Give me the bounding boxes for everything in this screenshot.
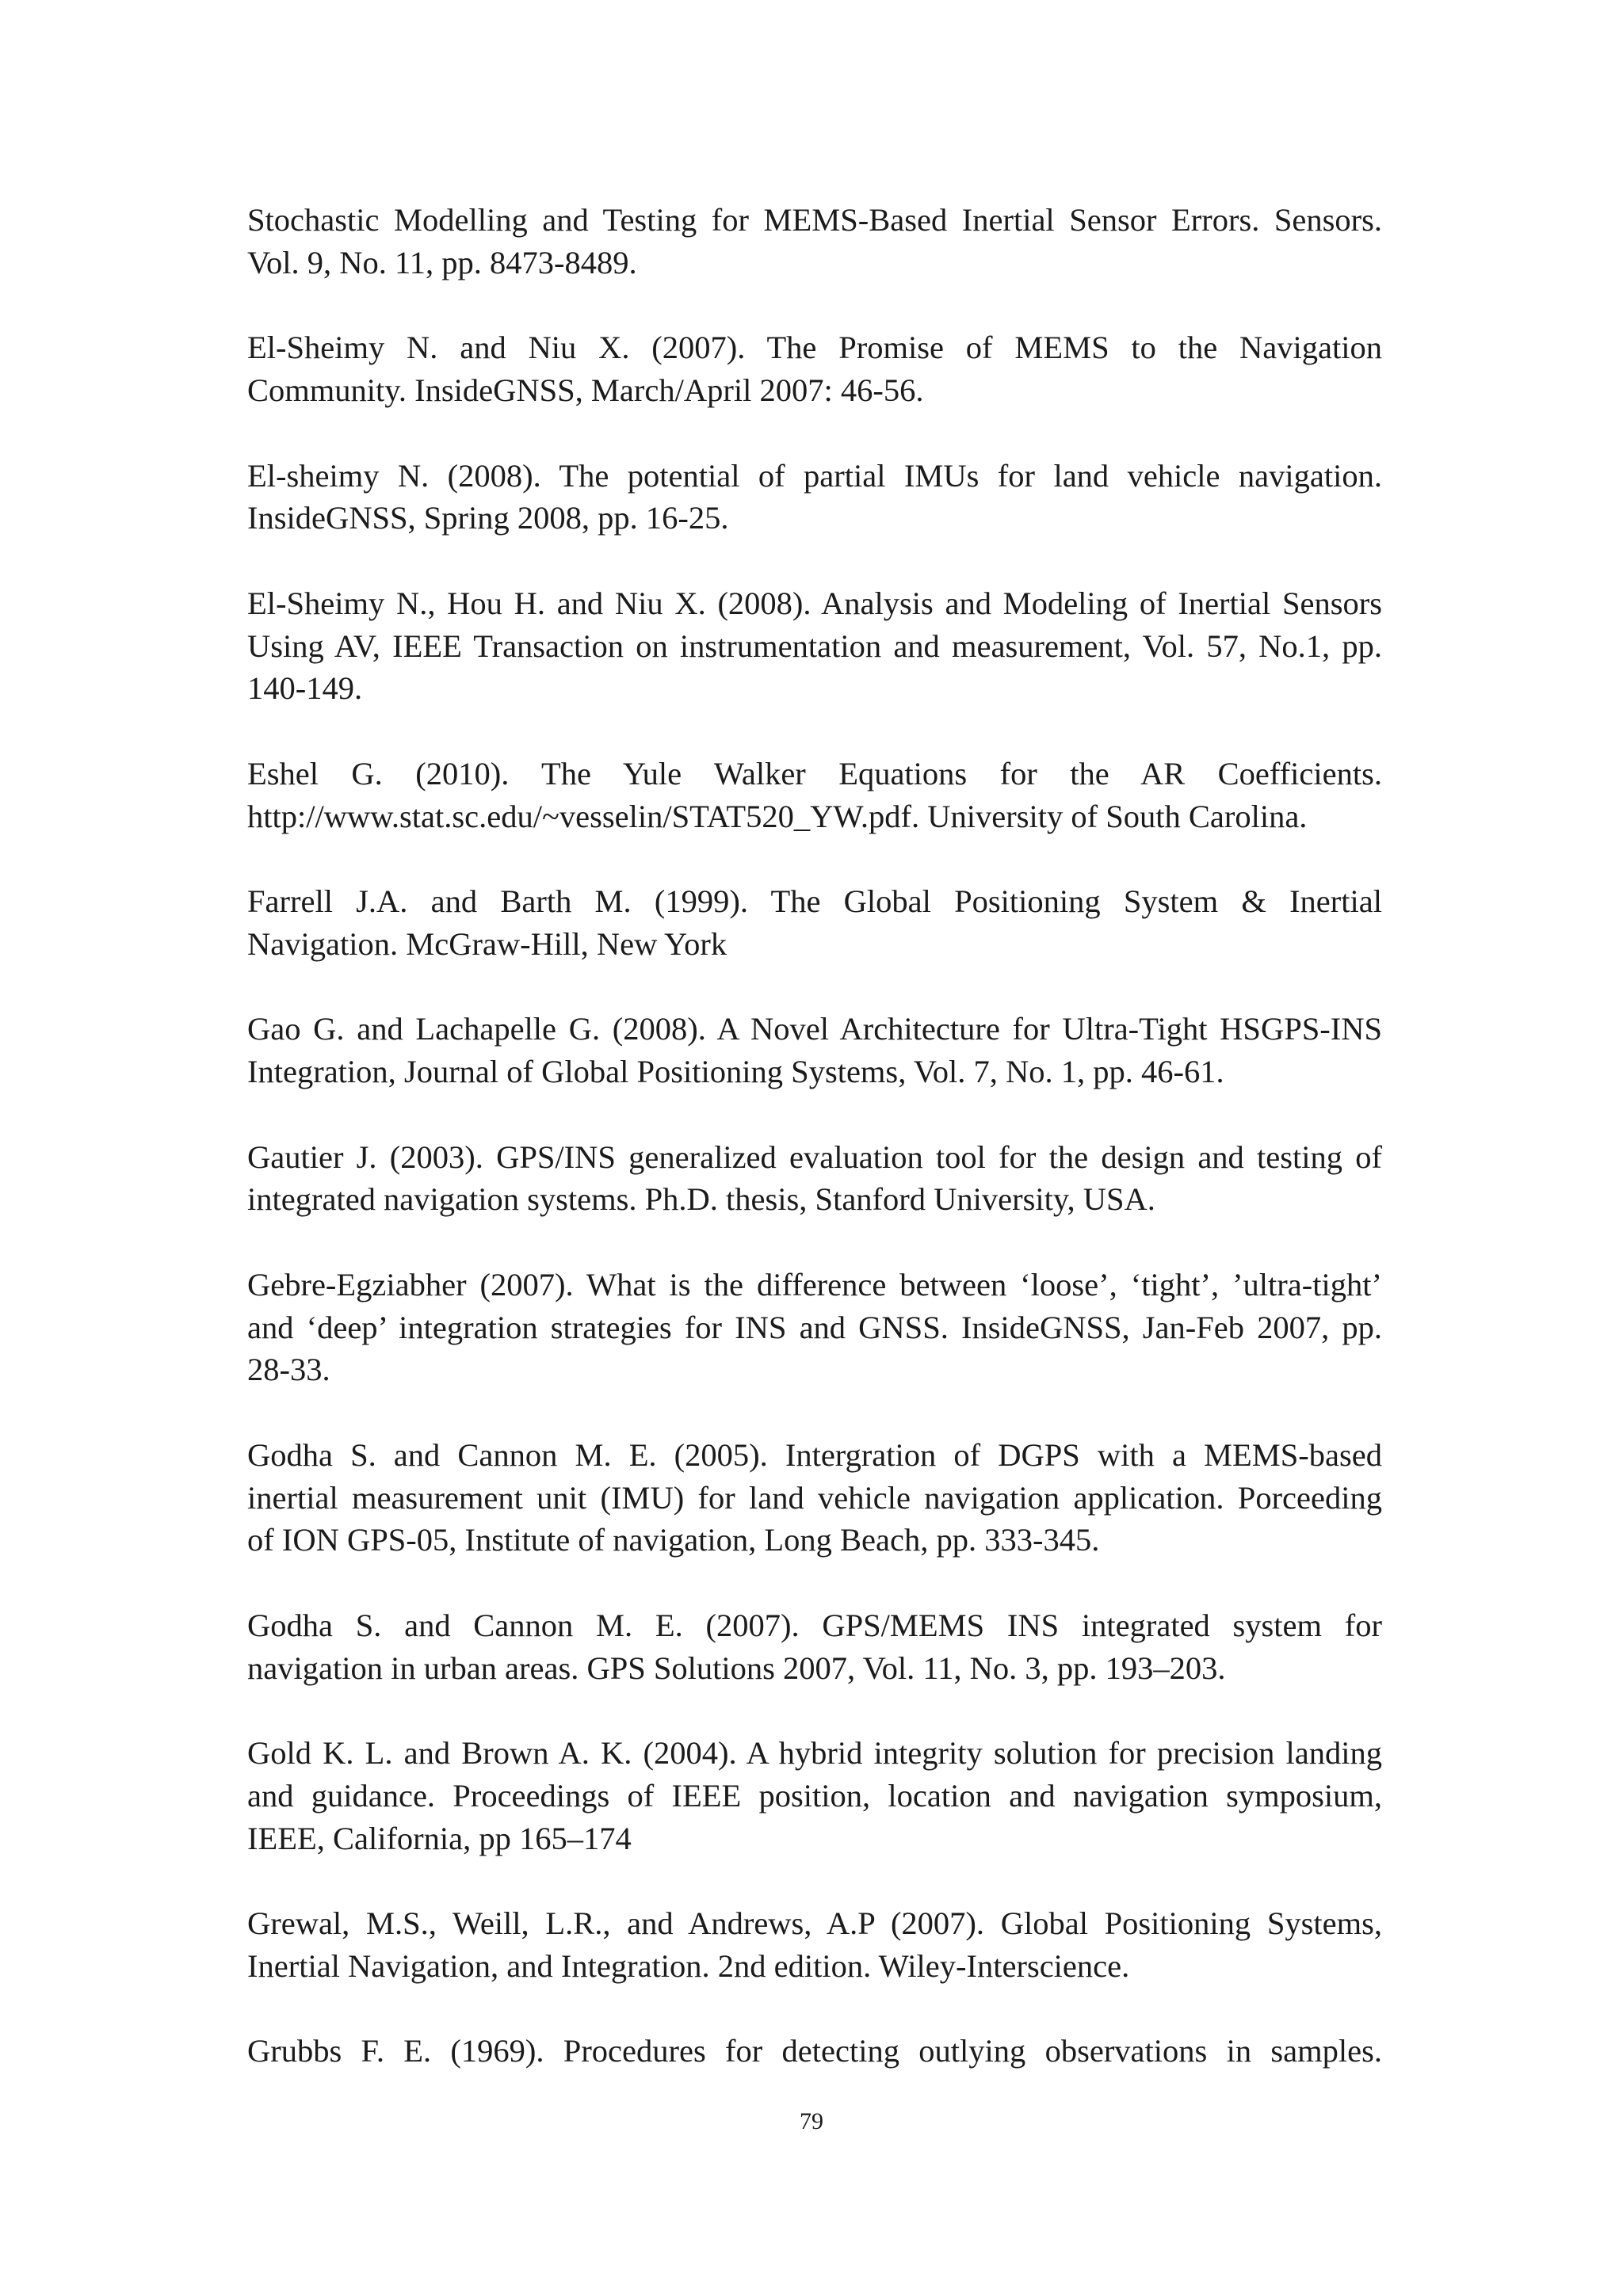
reference-line: integrated navigation systems. Ph.D. thesis, Stanford University, USA. <box>247 1181 1155 1218</box>
reference-entry <box>247 1604 1382 1690</box>
reference-line: Godha S. and Cannon M. E. (2005). Intergration of DGPS with a MEMS-based <box>247 1436 1382 1473</box>
reference-line: 28-33. <box>247 1352 330 1388</box>
reference-entry <box>247 1136 1382 1222</box>
reference-entry <box>247 455 1382 540</box>
reference-line: Gautier J. (2003). GPS/INS generalized evaluation tool for the design and testing of <box>247 1138 1382 1175</box>
page-number: 79 <box>800 2108 823 2134</box>
reference-entry <box>247 1902 1382 1988</box>
reference-entry <box>247 199 1382 284</box>
reference-line: Gold K. L. and Brown A. K. (2004). A hybrid integrity solution for precision landing <box>247 1735 1382 1771</box>
reference-entry <box>247 753 1382 838</box>
reference-entry <box>247 326 1382 412</box>
reference-line: IEEE, California, pp 165–174 <box>247 1820 632 1856</box>
reference-line: Community. InsideGNSS, March/April 2007: 46-56. <box>247 372 924 408</box>
reference-line: and ‘deep’ integration strategies for INS and GNSS. InsideGNSS, Jan-Feb 2007, pp. <box>247 1309 1382 1345</box>
reference-line: http://www.stat.sc.edu/~vesselin/STAT520_YW.pdf. University of South Carolina. <box>247 798 1308 834</box>
reference-line: Godha S. and Cannon M. E. (2007). GPS/MEMS INS integrated system for <box>247 1607 1382 1643</box>
reference-entry <box>247 1008 1382 1093</box>
reference-line: InsideGNSS, Spring 2008, pp. 16-25. <box>247 500 729 536</box>
reference-line: Stochastic Modelling and Testing for MEMS-Based Inertial Sensor Errors. Sensors. <box>247 202 1382 238</box>
reference-line: inertial measurement unit (IMU) for land vehicle navigation application. Porceeding <box>247 1479 1382 1516</box>
reference-entry <box>247 880 1382 966</box>
reference-list <box>247 199 1382 2115</box>
reference-line: Farrell J.A. and Barth M. (1999). The Global Positioning System & Inertial <box>247 883 1382 919</box>
reference-line: Inertial Navigation, and Integration. 2nd edition. Wiley-Interscience. <box>247 1947 1130 1984</box>
reference-line: of ION GPS-05, Institute of navigation, Long Beach, pp. 333-345. <box>247 1522 1100 1558</box>
reference-entry <box>247 2030 1382 2073</box>
reference-entry <box>247 1732 1382 1859</box>
reference-line: Integration, Journal of Global Positioning Systems, Vol. 7, No. 1, pp. 46-61. <box>247 1054 1224 1089</box>
reference-line: Navigation. McGraw-Hill, New York <box>247 925 727 962</box>
reference-line: 140-149. <box>247 670 363 707</box>
reference-line: Gebre-Egziabher (2007). What is the difference between ‘loose’, ‘tight’, ’ultra-tight’ <box>247 1266 1382 1302</box>
reference-line: Vol. 9, No. 11, pp. 8473-8489. <box>247 244 637 280</box>
reference-line: Grewal, M.S., Weill, L.R., and Andrews, A.P (2007). Global Positioning Systems, <box>247 1905 1382 1941</box>
reference-line: Using AV, IEEE Transaction on instrumentation and measurement, Vol. 57, No.1, pp. <box>247 627 1382 664</box>
reference-line: and guidance. Proceedings of IEEE position, location and navigation symposium, <box>247 1777 1382 1814</box>
reference-line: El-Sheimy N., Hou H. and Niu X. (2008). Analysis and Modeling of Inertial Sensors <box>247 585 1382 621</box>
reference-entry <box>247 1434 1382 1562</box>
reference-entry <box>247 1264 1382 1391</box>
reference-line: El-sheimy N. (2008). The potential of partial IMUs for land vehicle navigation. <box>247 457 1382 494</box>
reference-line: Eshel G. (2010). The Yule Walker Equations for the AR Coefficients. <box>247 755 1382 791</box>
reference-line: Gao G. and Lachapelle G. (2008). A Novel Architecture for Ultra-Tight HSGPS-INS <box>247 1011 1382 1047</box>
reference-line: navigation in urban areas. GPS Solutions 2007, Vol. 11, No. 3, pp. 193–203. <box>247 1650 1226 1686</box>
reference-line: Grubbs F. E. (1969). Procedures for detecting outlying observations in samples. <box>247 2033 1382 2069</box>
reference-entry <box>247 582 1382 710</box>
reference-line: El-Sheimy N. and Niu X. (2007). The Promise of MEMS to the Navigation <box>247 330 1382 366</box>
